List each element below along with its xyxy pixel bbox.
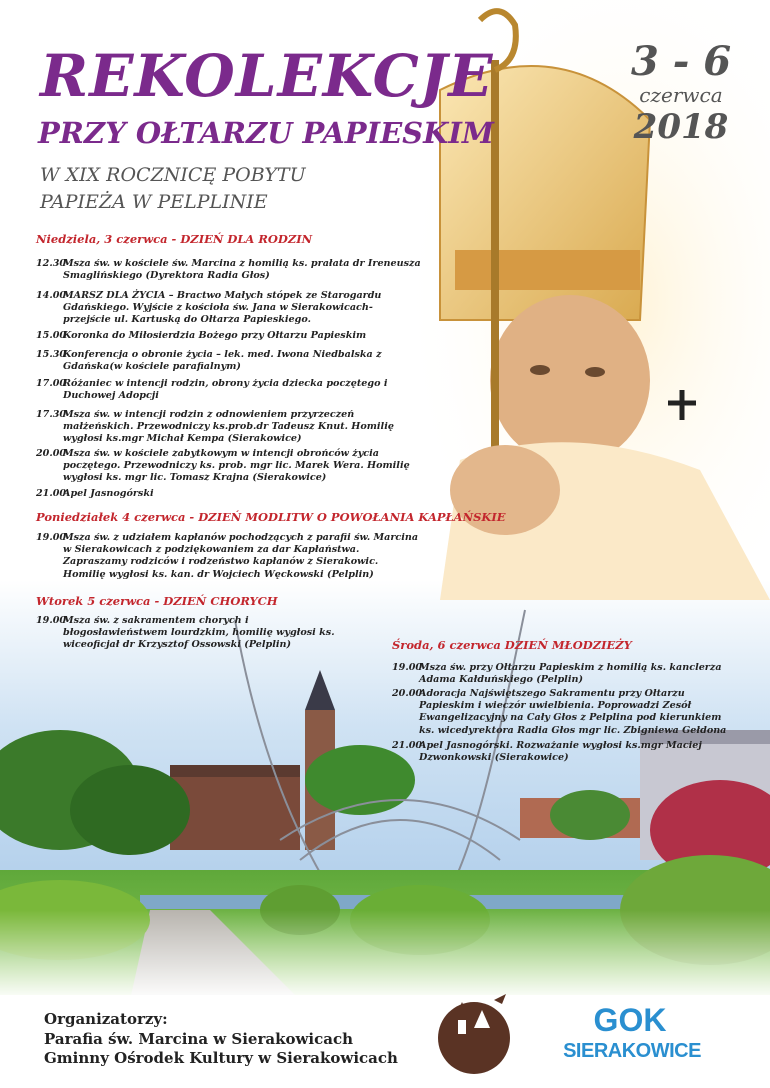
event-item (36, 290, 426, 327)
event-item (392, 662, 742, 686)
anniversary-line-2: PAPIEŻA W PELPLINIE (40, 191, 268, 213)
anniversary-text (40, 162, 306, 216)
event-text: MARSZ DLA ŻYCIA – Bractwo Małych stópek ze Starogardu Gdańskiego. Wyjście z kościoła św. Jana w Sierakowicach- przejście ul. Kartuską do Ołtarza Papieskiego. (63, 290, 382, 326)
event-item (36, 488, 426, 500)
event-item (36, 330, 426, 342)
day-heading-tuesday: Wtorek 5 czerwca - DZIEŃ CHORYCH (36, 594, 278, 608)
event-text: Konferencja o obronie życia – lek. med. Iwona Niedbalska z Gdańska(w kościele parafialnym) (63, 349, 382, 373)
event-item (36, 615, 356, 652)
poster-subtitle: PRZY OŁTARZU PAPIESKIM (38, 116, 494, 150)
event-time: 17.00 (36, 378, 67, 389)
day-heading-wednesday: Środa, 6 czerwca DZIEŃ MŁODZIEŻY (392, 638, 632, 652)
day-heading-sunday: Niedziela, 3 czerwca - DZIEŃ DLA RODZIN (36, 232, 313, 246)
event-time: 19.00 (36, 532, 67, 543)
event-time: 21.00 (392, 740, 423, 751)
day-heading-monday: Poniedziałek 4 czerwca - DZIEŃ MODLITW O POWOŁANIA KAPŁAŃSKIE (36, 510, 506, 524)
anniversary-line-1: W XIX ROCZNICĘ POBYTU (40, 164, 306, 186)
event-text: Apel Jasnogórski. Rozważanie wygłosi ks.mgr Maciej Dzwonkowski (Sierakowice) (419, 740, 702, 764)
event-time: 17.30 (36, 409, 67, 420)
event-time: 21.00 (36, 488, 67, 499)
event-text: Różaniec w intencji rodzin, obrony życia dziecka poczętego i Duchowej Adopcji (63, 378, 388, 402)
event-item (36, 349, 426, 373)
event-item (36, 409, 426, 446)
event-text: Msza św. z udziałem kapłanów pochodzących z parafii św. Marcina w Sierakowicach z podziękowaniem za dar Kapłaństwa. Zapraszamy rodziców i rodzeństwo kapłanów z Sierakowic. Homilię wygłosi ks. kan. dr Wojciech Węckowski (Pelplin) (63, 532, 419, 580)
event-text: Msza św. z sakramentem chorych i błogosławieństwem lourdzkim, homilię wygłosi ks. wiceoficjał dr Krzysztof Ossowski (Pelplin) (63, 615, 335, 651)
poster-title: REKOLEKCJE (40, 42, 494, 110)
event-item (36, 532, 426, 581)
event-item (36, 378, 426, 402)
church-logo-icon (424, 980, 524, 1080)
organizer-culture-center: Gminny Ośrodek Kultury w Sierakowicach (44, 1049, 398, 1067)
event-item (36, 258, 426, 282)
event-time: 15.30 (36, 349, 67, 360)
event-item (392, 740, 742, 764)
gok-logo-subtext: SIERAKOWICE (563, 1040, 701, 1062)
event-item (36, 448, 426, 485)
event-time: 19.00 (36, 615, 67, 626)
event-item (392, 688, 742, 737)
event-dates (616, 40, 746, 148)
event-text: Koronka do Miłosierdzia Bożego przy Ołtarzu Papieskim (63, 330, 367, 341)
event-time: 14.00 (36, 290, 67, 301)
date-range: 3 - 6 (630, 38, 732, 85)
event-text: Msza św. w intencji rodzin z odnowieniem przyrzeczeń małżeńskich. Przewodniczy ks.prob.dr Tadeusz Knut. Homilię wygłosi ks.mgr Michał Kempa (Sierakowice) (63, 409, 394, 445)
date-year: 2018 (633, 107, 729, 147)
event-text: Msza św. w kościele św. Marcina z homilią ks. prałata dr Ireneusza Smaglińskiego (Dyrektora Radia Głos) (63, 258, 421, 282)
event-time: 19.00 (392, 662, 423, 673)
organizer-parish: Parafia św. Marcina w Sierakowicach (44, 1030, 353, 1048)
event-text: Adoracja Najświętszego Sakramentu przy Ołtarzu Papieskim i wieczór uwielbienia. Poprowadzi Zesół Ewangelizacyjny na Cały Głos z Pelplina pod kierunkiem ks. wicedyrektora Radia Głos mgr lic. Zbigniewa Gełdona (419, 688, 727, 736)
event-text: Msza św. w kościele zabytkowym w intencji obrońców życia poczętego. Przewodniczy ks. prob. mgr lic. Marek Wera. Homilię wygłosi ks. mgr lic. Tomasz Krajna (Sierakowice) (63, 448, 410, 484)
organizers-label: Organizatorzy: (44, 1010, 168, 1028)
gok-logo-text: GOK (593, 1002, 667, 1038)
date-month: czerwca (639, 83, 723, 107)
event-text: Apel Jasnogórski (63, 488, 154, 499)
event-time: 15.00 (36, 330, 67, 341)
event-time: 20.00 (392, 688, 423, 699)
event-text: Msza św. przy Ołtarzu Papieskim z homilią ks. kanclerza Adama Kałduńskiego (Pelplin) (419, 662, 722, 686)
event-time: 20.00 (36, 448, 67, 459)
event-time: 12.30 (36, 258, 67, 269)
